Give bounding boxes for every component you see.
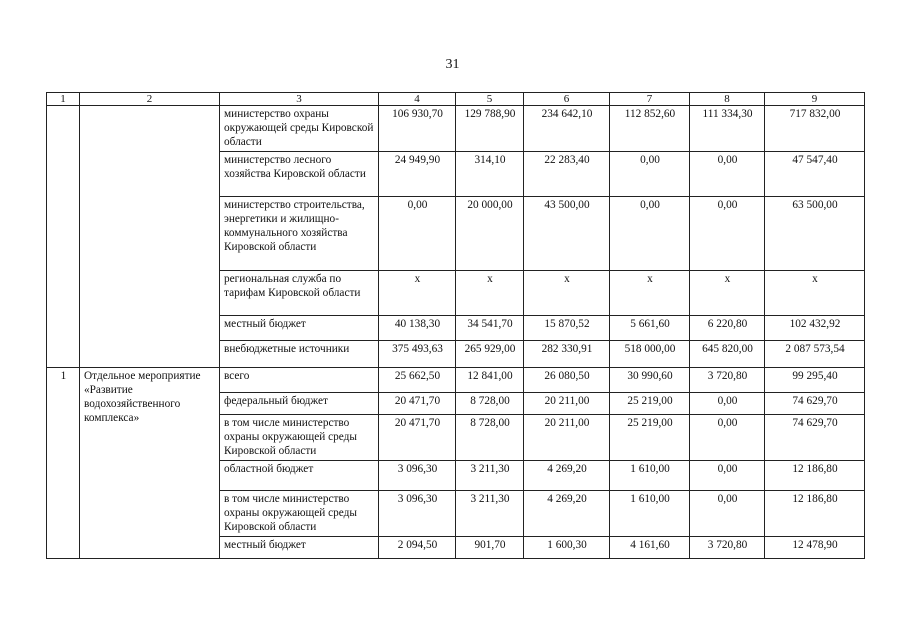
value-cell: 901,70 xyxy=(456,537,524,559)
value-cell: 0,00 xyxy=(690,152,765,197)
value-cell: 20 000,00 xyxy=(456,197,524,271)
value-cell: 3 720,80 xyxy=(690,537,765,559)
value-cell: 375 493,63 xyxy=(379,341,456,368)
column-number-cell: 9 xyxy=(765,93,865,106)
column-number-row xyxy=(47,93,865,106)
value-cell: 518 000,00 xyxy=(610,341,690,368)
value-cell: 0,00 xyxy=(610,197,690,271)
value-cell: 0,00 xyxy=(610,152,690,197)
column-number-cell: 4 xyxy=(379,93,456,106)
row-number-cell: 1 xyxy=(47,368,80,559)
value-cell: 0,00 xyxy=(379,197,456,271)
value-cell: 43 500,00 xyxy=(524,197,610,271)
column-number-cell: 6 xyxy=(524,93,610,106)
value-cell: 112 852,60 xyxy=(610,106,690,152)
funding-source-cell: министерство лесного хозяйства Кировской области xyxy=(220,152,379,197)
value-cell: 12 186,80 xyxy=(765,491,865,537)
value-cell: 717 832,00 xyxy=(765,106,865,152)
value-cell: 12 478,90 xyxy=(765,537,865,559)
value-cell: 12 186,80 xyxy=(765,461,865,491)
funding-source-cell: всего xyxy=(220,368,379,393)
value-cell: 20 471,70 xyxy=(379,393,456,415)
value-cell: 12 841,00 xyxy=(456,368,524,393)
value-cell: 4 161,60 xyxy=(610,537,690,559)
value-cell: 0,00 xyxy=(690,461,765,491)
value-cell: 0,00 xyxy=(690,197,765,271)
value-cell: 8 728,00 xyxy=(456,393,524,415)
funding-source-cell: областной бюджет xyxy=(220,461,379,491)
page-number: 31 xyxy=(445,57,460,72)
funding-source-cell: внебюджетные источники xyxy=(220,341,379,368)
value-cell: 5 661,60 xyxy=(610,316,690,341)
value-cell: 1 610,00 xyxy=(610,491,690,537)
value-cell: 1 610,00 xyxy=(610,461,690,491)
value-cell: 30 990,60 xyxy=(610,368,690,393)
value-cell: 63 500,00 xyxy=(765,197,865,271)
value-cell: 645 820,00 xyxy=(690,341,765,368)
value-cell: 20 471,70 xyxy=(379,415,456,461)
value-cell: 25 662,50 xyxy=(379,368,456,393)
value-cell: 0,00 xyxy=(690,393,765,415)
value-cell: 282 330,91 xyxy=(524,341,610,368)
value-cell: х xyxy=(610,271,690,316)
value-cell: 3 096,30 xyxy=(379,491,456,537)
value-cell: 4 269,20 xyxy=(524,461,610,491)
value-cell: 24 949,90 xyxy=(379,152,456,197)
value-cell: 0,00 xyxy=(690,491,765,537)
value-cell: 3 096,30 xyxy=(379,461,456,491)
value-cell: х xyxy=(456,271,524,316)
funding-source-cell: местный бюджет xyxy=(220,316,379,341)
column-number-cell: 5 xyxy=(456,93,524,106)
funding-source-cell: министерство охраны окружающей среды Кировской области xyxy=(220,106,379,152)
value-cell: 6 220,80 xyxy=(690,316,765,341)
value-cell: 129 788,90 xyxy=(456,106,524,152)
funding-source-cell: федеральный бюджет xyxy=(220,393,379,415)
value-cell: 3 211,30 xyxy=(456,491,524,537)
value-cell: х xyxy=(524,271,610,316)
value-cell: 26 080,50 xyxy=(524,368,610,393)
table-row xyxy=(47,106,865,152)
value-cell: 25 219,00 xyxy=(610,415,690,461)
value-cell: 74 629,70 xyxy=(765,415,865,461)
value-cell: 102 432,92 xyxy=(765,316,865,341)
funding-source-cell: местный бюджет xyxy=(220,537,379,559)
value-cell: 40 138,30 xyxy=(379,316,456,341)
column-number-cell: 3 xyxy=(220,93,379,106)
value-cell: 106 930,70 xyxy=(379,106,456,152)
activity-name-cell: Отдельное мероприятие «Развитие водохозяйственного комплекса» xyxy=(80,368,220,559)
column-number-cell: 1 xyxy=(47,93,80,106)
table-row xyxy=(47,368,865,393)
value-cell: 111 334,30 xyxy=(690,106,765,152)
value-cell: 3 211,30 xyxy=(456,461,524,491)
value-cell: 1 600,30 xyxy=(524,537,610,559)
funding-source-cell: региональная служба по тарифам Кировской области xyxy=(220,271,379,316)
value-cell: 25 219,00 xyxy=(610,393,690,415)
column-number-cell: 2 xyxy=(80,93,220,106)
value-cell: 20 211,00 xyxy=(524,393,610,415)
value-cell: 3 720,80 xyxy=(690,368,765,393)
value-cell: 234 642,10 xyxy=(524,106,610,152)
column-number-cell: 8 xyxy=(690,93,765,106)
value-cell: 4 269,20 xyxy=(524,491,610,537)
row-number-cell xyxy=(47,106,80,368)
funding-source-cell: в том числе министерство охраны окружающей среды Кировской области xyxy=(220,415,379,461)
value-cell: 99 295,40 xyxy=(765,368,865,393)
value-cell: 34 541,70 xyxy=(456,316,524,341)
value-cell: х xyxy=(765,271,865,316)
funding-source-cell: в том числе министерство охраны окружающей среды Кировской области xyxy=(220,491,379,537)
value-cell: 47 547,40 xyxy=(765,152,865,197)
funding-source-cell: министерство строительства, энергетики и жилищно-коммунального хозяйства Кировской области xyxy=(220,197,379,271)
value-cell: 22 283,40 xyxy=(524,152,610,197)
activity-name-cell xyxy=(80,106,220,368)
value-cell: 0,00 xyxy=(690,415,765,461)
value-cell: 2 087 573,54 xyxy=(765,341,865,368)
funding-table xyxy=(46,92,865,559)
value-cell: х xyxy=(690,271,765,316)
column-number-cell: 7 xyxy=(610,93,690,106)
value-cell: х xyxy=(379,271,456,316)
value-cell: 74 629,70 xyxy=(765,393,865,415)
value-cell: 20 211,00 xyxy=(524,415,610,461)
value-cell: 8 728,00 xyxy=(456,415,524,461)
value-cell: 15 870,52 xyxy=(524,316,610,341)
value-cell: 265 929,00 xyxy=(456,341,524,368)
value-cell: 2 094,50 xyxy=(379,537,456,559)
value-cell: 314,10 xyxy=(456,152,524,197)
